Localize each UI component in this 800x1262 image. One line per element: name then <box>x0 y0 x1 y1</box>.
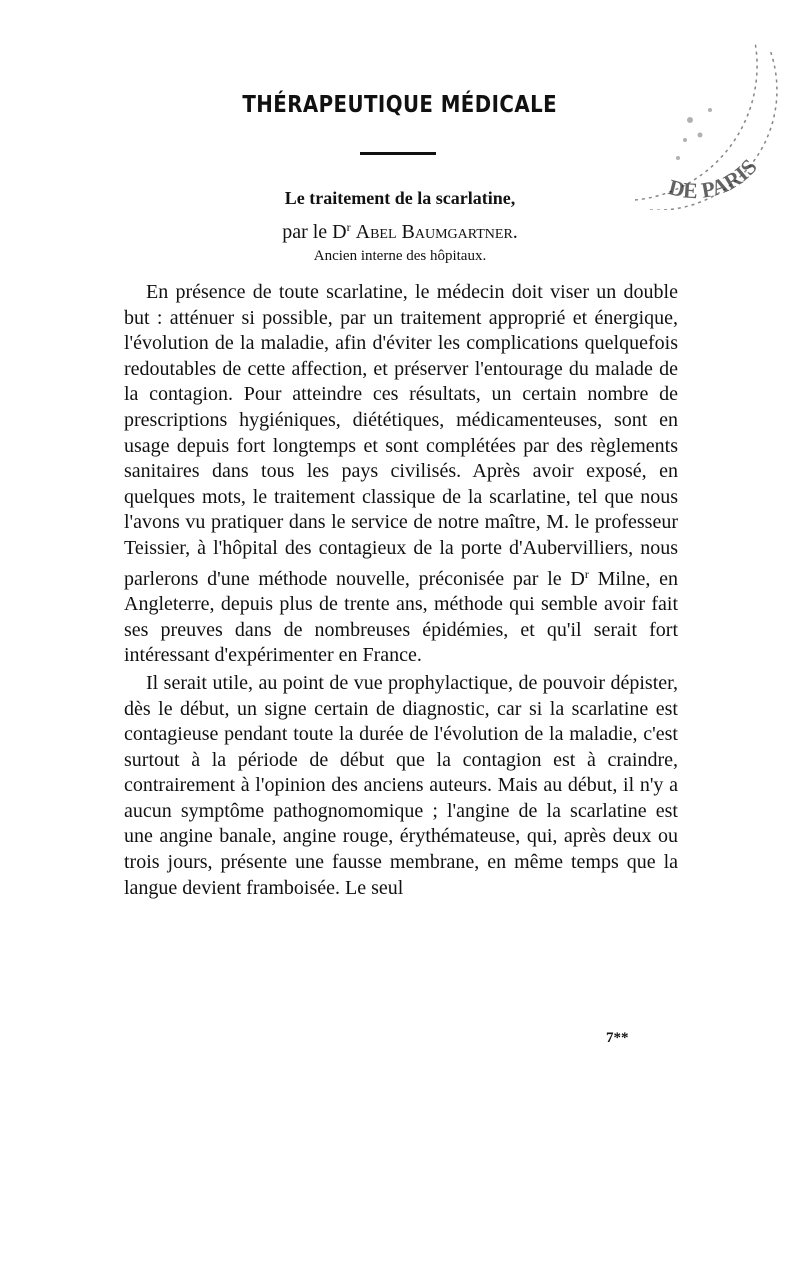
paragraph-1-superscript: r <box>584 566 589 581</box>
running-header: THÉRAPEUTIQUE MÉDICALE <box>242 92 558 118</box>
author-byline <box>0 220 800 244</box>
byline-superscript: r <box>346 220 351 234</box>
paragraph-2: Il serait utile, au point de vue prophylactique, de pouvoir dépister, dès le début, un signe certain de diagnostic, car si la scarlatine est contagieuse pendant toute la durée de l'évolution de la maladie, c'est surtout à la période de début que la contagion est à craindre, contrairement à l'opinion des anciens auteurs. Mais au début, il n'y a aucun symptôme pathognomomique ; l'angine de la scarlatine est une angine banale, angine rouge, érythémateuse, qui, après deux ou trois jours, présente une fausse membrane, en même temps que la langue devient framboisée. Le seul <box>124 671 678 899</box>
title-rule <box>360 152 436 155</box>
byline-prefix: par le D <box>282 221 347 243</box>
paragraph-1-part-a: En présence de toute scarlatine, le médecin doit viser un double but : atténuer si possible, par un traitement approprié et énergique, l'évolution de la maladie, afin d'éviter les complications quelquefois redoutables de cette affection, et préserver l'entourage du malade de la contagion. Pour atteindre ces résultats, un certain nombre de prescriptions hygiéniques, diététiques, médicamenteuses, sont en usage depuis fort longtemps et sont complétées par des règlements sanitaires dans tous les pays civilisés. Après avoir exposé, en quelques mots, le traitement classique de la scarlatine, tel que nous l'avons vu pratiquer dans le service de notre maître, M. le professeur Teissier, à l'hôpital des contagieux de la porte d'Aubervilliers, nous parlerons d'une méthode nouvelle, préconisée par le D <box>124 281 678 590</box>
article-title: Le traitement de la scarlatine, <box>284 188 516 208</box>
svg-text:DE PARIS <box>666 154 762 203</box>
author-affiliation: Ancien interne des hôpitaux. <box>313 248 487 264</box>
paragraph-1 <box>124 280 678 669</box>
author-name: Abel Baumgartner. <box>355 221 518 243</box>
body-text <box>124 280 678 901</box>
stamp-text: DE PARIS <box>665 154 762 204</box>
paragraph-1-part-b: Milne, en Angleterre, depuis plus de trente ans, méthode qui semble avoir fait ses preuves dans de nombreuses épidémies, et qu'il serait fort intéressant d'expérimenter en France. <box>124 567 678 667</box>
library-stamp-icon <box>630 40 780 210</box>
signature-mark: 7** <box>606 1030 629 1046</box>
